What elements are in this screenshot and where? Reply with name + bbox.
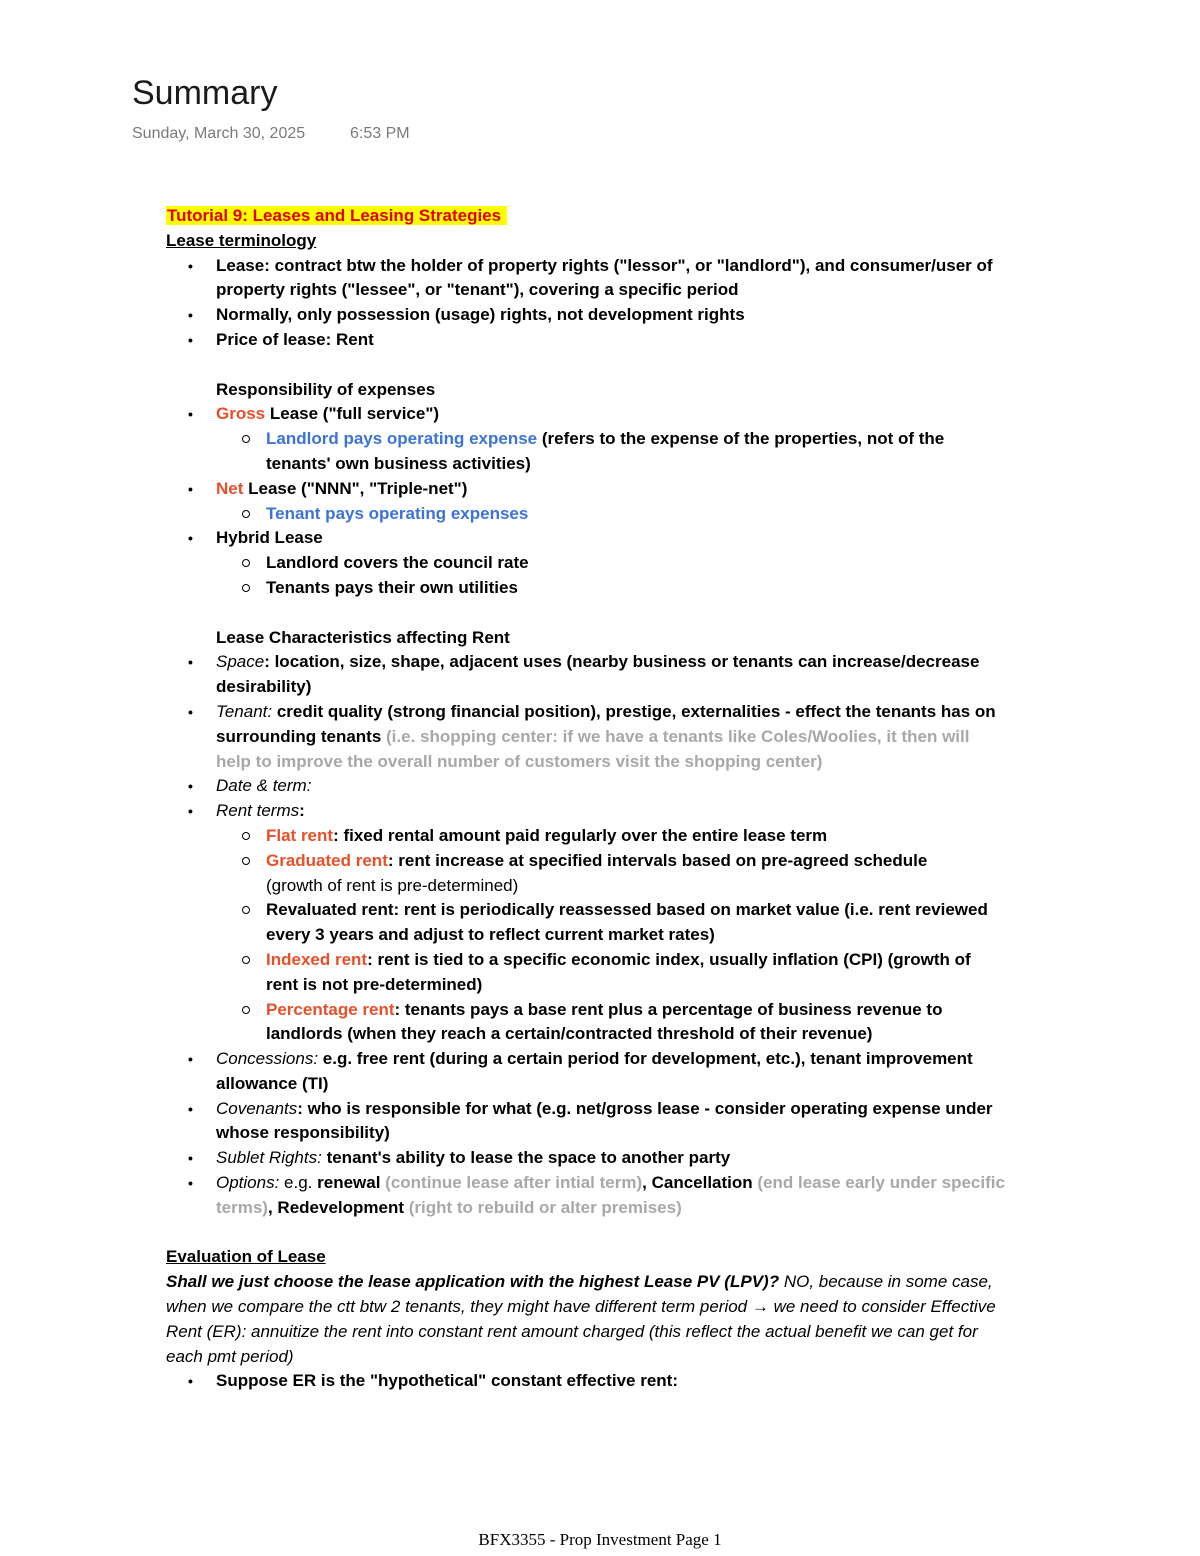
list-item: • Sublet Rights: tenant's ability to lease the space to another party [166, 1146, 1006, 1171]
list-item: Graduated rent: rent increase at specified intervals based on pre-agreed schedule (growth of rent is pre-determined) [216, 849, 1006, 899]
page-title: Summary [132, 74, 278, 112]
page-time: 6:53 PM [350, 125, 410, 142]
list-item: • Price of lease: Rent [166, 328, 1006, 353]
gross-keyword: Gross [216, 404, 266, 424]
list-item: • Gross Lease ("full service") Landlord pays operating expense (refers to the expense of the properties, not of the tenants' own business activities) [166, 402, 1006, 476]
list-item: Landlord covers the council rate [216, 551, 1006, 576]
page-date: Sunday, March 30, 2025 [132, 125, 306, 142]
page-footer: BFX3355 - Prop Investment Page 1 [478, 1530, 722, 1549]
list-item: Tenant pays operating expenses [216, 502, 1006, 527]
net-keyword: Net [216, 478, 244, 498]
characteristics-list [166, 650, 1006, 1220]
list-item: Landlord pays operating expense (refers to the expense of the properties, not of the tenants' own business activities) [216, 427, 1006, 477]
terminology-list [166, 254, 1006, 353]
list-item: • Concessions: e.g. free rent (during a certain period for development, etc.), tenant improvement allowance (TI) [166, 1047, 1006, 1097]
list-item: Indexed rent: rent is tied to a specific economic index, usually inflation (CPI) (growth of rent is not pre-determined) [216, 948, 1006, 998]
list-item: Percentage rent: tenants pays a base rent plus a percentage of business revenue to landlords (when they reach a certain/contracted threshold of their revenue) [216, 998, 1006, 1048]
list-item: • Normally, only possession (usage) rights, not development rights [166, 303, 1006, 328]
note-content [166, 204, 1006, 1394]
list-item: • Lease: contract btw the holder of property rights ("lessor", or "landlord"), and consumer/user of property rights ("lessee", or "tenant"), covering a specific period [166, 254, 1006, 304]
expenses-heading: Responsibility of expenses [216, 379, 436, 399]
terminology-heading: Lease terminology [166, 230, 317, 250]
list-item: • Space: location, size, shape, adjacent uses (nearby business or tenants can increase/decrease desirability) [166, 650, 1006, 700]
tutorial-heading: Tutorial 9: Leases and Leasing Strategies [166, 206, 507, 225]
evaluation-paragraph: Shall we just choose the lease application with the highest Lease PV (LPV)? NO, because in some case, when we compare the ctt btw 2 tenants, they might have different term period → we need to consider Effective Rent (ER): annuitize the rent into constant rent amount charged (this reflect the actual benefit we can get for each pmt period) [166, 1272, 996, 1366]
list-item: • Net Lease ("NNN", "Triple-net") Tenant pays operating expenses [166, 477, 1006, 527]
list-item: • Covenants: who is responsible for what (e.g. net/gross lease - consider operating expense under whose responsibility) [166, 1097, 1006, 1147]
evaluation-list [166, 1369, 1006, 1394]
list-item: Revaluated rent: rent is periodically reassessed based on market value (i.e. rent reviewed every 3 years and adjust to reflect current market rates) [216, 898, 1006, 948]
list-item: • Suppose ER is the "hypothetical" constant effective rent: [166, 1369, 1006, 1394]
list-item: • Tenant: credit quality (strong financial position), prestige, externalities - effect the tenants has on surrounding tenants (i.e. shopping center: if we have a tenants like Coles/Woolies, it then will help to improve the overall number of customers visit the shopping center) [166, 700, 1006, 774]
evaluation-heading: Evaluation of Lease [166, 1247, 326, 1267]
list-item: • Options: e.g. renewal (continue lease after intial term), Cancellation (end lease early under specific terms), Redevelopment (right to rebuild or alter premises) [166, 1171, 1006, 1221]
list-item: • Date & term: [166, 774, 1006, 799]
list-item: • Rent terms: Flat rent: fixed rental amount paid regularly over the entire lease term Graduated rent: rent increase at specified intervals based on pre-agreed schedule (growth of rent is pre-determined) Revaluated rent: rent is periodically reassessed based on market value (i.e. rent reviewed every 3 years and adjust to reflect current market rates) Indexed rent: rent is tied to a specific economic index, usually inflation (CPI) (growth of rent is not pre-determined) Percentage rent: tenants pays a base rent plus a percentage of business revenue to landlords (when they reach a certain/contracted threshold of their revenue) [166, 799, 1006, 1047]
list-item: Flat rent: fixed rental amount paid regularly over the entire lease term [216, 824, 1006, 849]
list-item: • Hybrid Lease Landlord covers the council rate Tenants pays their own utilities [166, 526, 1006, 600]
expenses-list [166, 402, 1006, 600]
list-item: Tenants pays their own utilities [216, 576, 1006, 601]
characteristics-heading: Lease Characteristics affecting Rent [216, 627, 510, 647]
